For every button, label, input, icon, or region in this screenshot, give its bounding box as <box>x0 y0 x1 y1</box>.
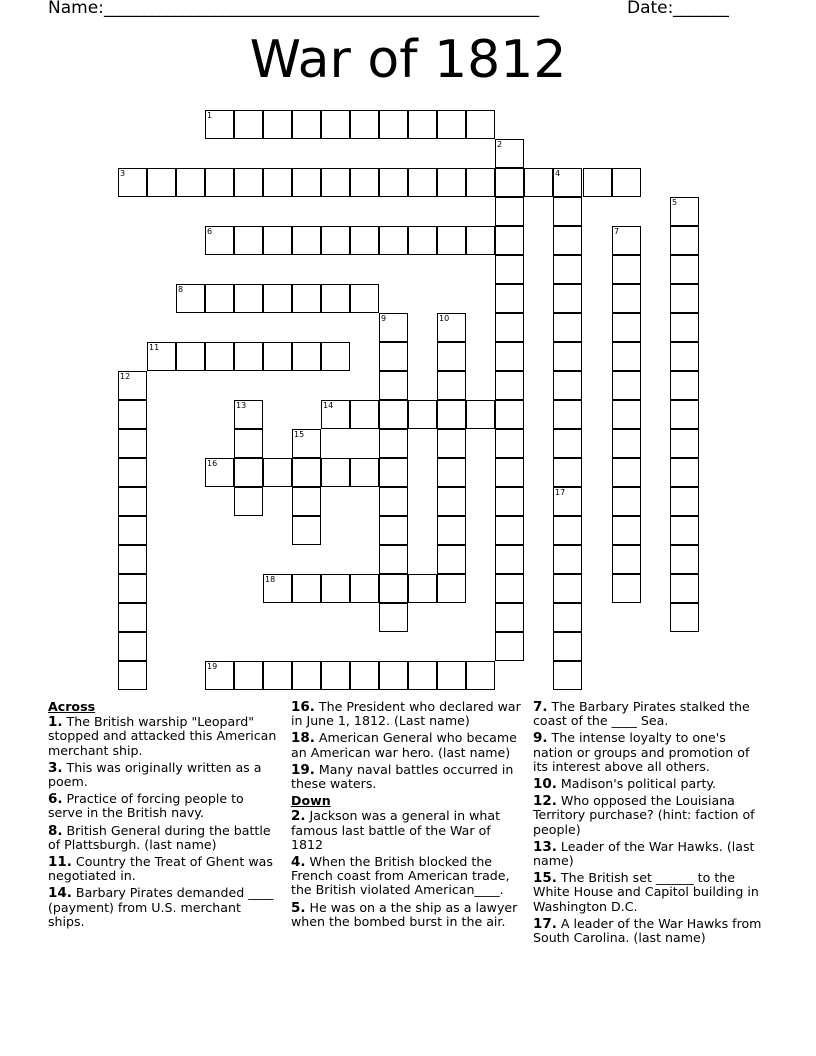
crossword-cell[interactable] <box>495 371 524 400</box>
crossword-cell[interactable] <box>612 226 641 255</box>
clue-number: 6. <box>48 791 63 808</box>
clue-text: Madison's political party. <box>556 776 717 792</box>
crossword-cell[interactable] <box>466 110 495 139</box>
crossword-cell[interactable] <box>408 661 437 690</box>
date-label: Date: <box>627 0 674 18</box>
crossword-cell[interactable] <box>612 371 641 400</box>
clue-number: 8 <box>178 285 184 294</box>
down-clue <box>533 777 768 791</box>
crossword-cell[interactable] <box>321 458 350 487</box>
crossword-cell[interactable] <box>263 226 292 255</box>
crossword-cell[interactable] <box>524 168 553 197</box>
clue-number: 13 <box>236 401 247 410</box>
down-clue <box>533 917 768 945</box>
clue-number: 17. <box>533 915 557 932</box>
crossword-cell[interactable] <box>263 458 292 487</box>
crossword-cell[interactable] <box>176 284 205 313</box>
crossword-cell[interactable] <box>234 458 263 487</box>
crossword-cell[interactable] <box>553 197 582 226</box>
crossword-cell[interactable] <box>553 458 582 487</box>
crossword-cell[interactable] <box>292 429 321 458</box>
crossword-cell[interactable] <box>379 603 408 632</box>
clue-number: 15 <box>294 430 305 439</box>
clues-column-1 <box>48 700 280 932</box>
across-clue <box>291 731 521 759</box>
clue-number: 16 <box>207 459 218 468</box>
clue-text: Practice of forcing people to serve in the British navy. <box>48 791 244 821</box>
crossword-cell[interactable] <box>379 574 408 603</box>
crossword-cell[interactable] <box>263 110 292 139</box>
crossword-cell[interactable] <box>495 255 524 284</box>
clue-number: 16. <box>291 699 315 715</box>
crossword-cell[interactable] <box>263 342 292 371</box>
clue-text: The Barbary Pirates stalked the coast of the ____ Sea. <box>533 699 750 729</box>
clue-number: 1. <box>48 714 63 731</box>
crossword-cell[interactable] <box>553 661 582 690</box>
crossword-cell[interactable] <box>553 400 582 429</box>
crossword-cell[interactable] <box>437 516 466 545</box>
crossword-cell[interactable] <box>379 226 408 255</box>
crossword-cell[interactable] <box>234 429 263 458</box>
clue-number: 17 <box>555 488 566 497</box>
crossword-cell[interactable] <box>670 284 699 313</box>
crossword-cell[interactable] <box>118 168 147 197</box>
crossword-cell[interactable] <box>437 429 466 458</box>
clue-number: 6 <box>207 227 213 236</box>
crossword-cell[interactable] <box>263 168 292 197</box>
crossword-cell[interactable] <box>205 661 234 690</box>
crossword-cell[interactable] <box>379 516 408 545</box>
clue-number: 18. <box>291 730 315 747</box>
crossword-cell[interactable] <box>118 603 147 632</box>
crossword-cell[interactable] <box>118 661 147 690</box>
crossword-cell[interactable] <box>118 458 147 487</box>
clue-number: 4. <box>291 854 306 871</box>
crossword-cell[interactable] <box>495 574 524 603</box>
crossword-cell[interactable] <box>553 226 582 255</box>
crossword-cell[interactable] <box>408 226 437 255</box>
crossword-cell[interactable] <box>437 371 466 400</box>
down-clue <box>533 700 768 728</box>
clue-text: Leader of the War Hawks. (last name) <box>533 838 755 869</box>
crossword-cell[interactable] <box>495 632 524 661</box>
across-clue <box>48 855 280 883</box>
crossword-cell[interactable] <box>176 342 205 371</box>
crossword-cell[interactable] <box>612 545 641 574</box>
crossword-cell[interactable] <box>437 168 466 197</box>
clue-text: British General during the battle of Plattsburgh. (last name) <box>48 822 271 852</box>
crossword-cell[interactable] <box>670 313 699 342</box>
crossword-cell[interactable] <box>553 487 582 516</box>
crossword-cell[interactable] <box>495 429 524 458</box>
crossword-cell[interactable] <box>553 255 582 284</box>
crossword-cell[interactable] <box>495 197 524 226</box>
crossword-cell[interactable] <box>553 168 582 197</box>
clues-column-3 <box>533 700 768 948</box>
crossword-cell[interactable] <box>118 632 147 661</box>
crossword-cell[interactable] <box>495 139 524 168</box>
crossword-cell[interactable] <box>350 458 379 487</box>
clue-number: 5 <box>672 198 678 207</box>
crossword-cell[interactable] <box>350 661 379 690</box>
crossword-cell[interactable] <box>670 255 699 284</box>
crossword-cell[interactable] <box>408 168 437 197</box>
name-label: Name: <box>48 0 104 18</box>
crossword-cell[interactable] <box>350 226 379 255</box>
crossword-cell[interactable] <box>350 284 379 313</box>
clue-text: The President who declared war in June 1, 1812. (Last name) <box>291 699 521 729</box>
clues-column-2 <box>291 700 521 932</box>
crossword-cell[interactable] <box>118 429 147 458</box>
crossword-cell[interactable] <box>612 168 641 197</box>
clue-number: 3 <box>120 169 126 178</box>
clue-text: The British warship "Leopard" stopped and attacked this American merchant ship. <box>48 714 277 758</box>
crossword-cell[interactable] <box>495 516 524 545</box>
crossword-cell[interactable] <box>670 487 699 516</box>
crossword-cell[interactable] <box>234 284 263 313</box>
crossword-cell[interactable] <box>263 284 292 313</box>
crossword-cell[interactable] <box>408 110 437 139</box>
crossword-cell[interactable] <box>612 284 641 313</box>
crossword-cell[interactable] <box>379 429 408 458</box>
crossword-cell[interactable] <box>321 661 350 690</box>
crossword-cell[interactable] <box>205 458 234 487</box>
clue-number: 10. <box>533 776 557 793</box>
crossword-cell[interactable] <box>321 400 350 429</box>
crossword-cell[interactable] <box>612 313 641 342</box>
crossword-cell[interactable] <box>670 226 699 255</box>
clue-text: Barbary Pirates demanded ____ (payment) from U.S. merchant ships. <box>48 885 274 929</box>
crossword-cell[interactable] <box>670 197 699 226</box>
clue-number: 2. <box>291 808 306 825</box>
clue-number: 11. <box>48 854 72 871</box>
clue-number: 10 <box>439 314 450 323</box>
crossword-cell[interactable] <box>234 487 263 516</box>
crossword-cell[interactable] <box>118 574 147 603</box>
crossword-cell[interactable] <box>292 342 321 371</box>
crossword-cell[interactable] <box>495 342 524 371</box>
crossword-cell[interactable] <box>234 168 263 197</box>
crossword-cell[interactable] <box>553 342 582 371</box>
clue-text: A leader of the War Hawks from South Carolina. (last name) <box>533 915 762 946</box>
crossword-cell[interactable] <box>408 574 437 603</box>
crossword-cell[interactable] <box>379 313 408 342</box>
clue-number: 7. <box>533 699 548 715</box>
crossword-cell[interactable] <box>263 574 292 603</box>
crossword-cell[interactable] <box>553 545 582 574</box>
down-clue <box>533 871 768 914</box>
crossword-cell[interactable] <box>437 458 466 487</box>
crossword-cell[interactable] <box>437 226 466 255</box>
crossword-cell[interactable] <box>350 110 379 139</box>
clue-text: This was originally written as a poem. <box>48 759 262 790</box>
crossword-cell[interactable] <box>495 168 524 197</box>
clue-number: 11 <box>149 343 160 352</box>
across-clue <box>48 824 280 852</box>
crossword-cell[interactable] <box>466 400 495 429</box>
crossword-cell[interactable] <box>437 342 466 371</box>
crossword-cell[interactable] <box>437 574 466 603</box>
clue-number: 3. <box>48 759 63 776</box>
crossword-cell[interactable] <box>670 603 699 632</box>
clue-number: 18 <box>265 575 276 584</box>
down-heading: Down <box>291 793 331 809</box>
crossword-cell[interactable] <box>495 603 524 632</box>
crossword-cell[interactable] <box>670 400 699 429</box>
crossword-cell[interactable] <box>379 342 408 371</box>
clue-number: 9 <box>381 314 387 323</box>
clue-number: 8. <box>48 822 63 839</box>
crossword-cell[interactable] <box>437 545 466 574</box>
clue-text: Many naval battles occurred in these waters. <box>291 761 514 792</box>
clue-number: 19 <box>207 662 218 671</box>
clue-number: 14. <box>48 885 72 902</box>
clue-text: The British set ______ to the White House and Capitol building in Washington D.C. <box>533 870 759 914</box>
crossword-cell[interactable] <box>321 342 350 371</box>
crossword-cell[interactable] <box>437 110 466 139</box>
crossword-cell[interactable] <box>292 110 321 139</box>
crossword-cell[interactable] <box>495 545 524 574</box>
crossword-cell[interactable] <box>292 487 321 516</box>
crossword-cell[interactable] <box>495 284 524 313</box>
clue-number: 9. <box>533 730 548 747</box>
crossword-cell[interactable] <box>670 429 699 458</box>
clue-text: He was on a the ship as a lawyer when the bombed burst in the air. <box>291 899 518 929</box>
crossword-cell[interactable] <box>234 661 263 690</box>
crossword-cell[interactable] <box>350 168 379 197</box>
crossword-cell[interactable] <box>263 661 292 690</box>
crossword-cell[interactable] <box>612 342 641 371</box>
crossword-cell[interactable] <box>292 226 321 255</box>
crossword-cell[interactable] <box>234 342 263 371</box>
crossword-cell[interactable] <box>612 458 641 487</box>
crossword-cell[interactable] <box>118 545 147 574</box>
down-clue <box>291 809 521 852</box>
crossword-cell[interactable] <box>612 516 641 545</box>
crossword-cell[interactable] <box>408 400 437 429</box>
crossword-cell[interactable] <box>670 516 699 545</box>
clue-number: 7 <box>614 227 620 236</box>
clue-text: Country the Treat of Ghent was negotiated in. <box>48 854 273 884</box>
crossword-cell[interactable] <box>118 371 147 400</box>
crossword-cell[interactable] <box>553 429 582 458</box>
crossword-cell[interactable] <box>495 487 524 516</box>
clue-number: 19. <box>291 761 315 778</box>
crossword-cell[interactable] <box>205 284 234 313</box>
crossword-cell[interactable] <box>379 545 408 574</box>
crossword-cell[interactable] <box>553 516 582 545</box>
page-title: War of 1812 <box>249 30 567 90</box>
crossword-cell[interactable] <box>118 487 147 516</box>
crossword-cell[interactable] <box>205 342 234 371</box>
crossword-cell[interactable] <box>612 400 641 429</box>
crossword-cell[interactable] <box>234 226 263 255</box>
crossword-cell[interactable] <box>234 110 263 139</box>
crossword-cell[interactable] <box>379 371 408 400</box>
across-clue <box>291 700 521 728</box>
across-clue <box>291 763 521 791</box>
crossword-cell[interactable] <box>553 313 582 342</box>
down-clue <box>533 840 768 868</box>
crossword-cell[interactable] <box>292 516 321 545</box>
crossword-cell[interactable] <box>292 574 321 603</box>
crossword-cell[interactable] <box>350 400 379 429</box>
crossword-cell[interactable] <box>321 168 350 197</box>
crossword-cell[interactable] <box>553 574 582 603</box>
crossword-cell[interactable] <box>205 110 234 139</box>
crossword-cell[interactable] <box>466 661 495 690</box>
crossword-cell[interactable] <box>379 487 408 516</box>
clue-number: 5. <box>291 899 306 916</box>
clue-number: 13. <box>533 838 557 855</box>
crossword-cell[interactable] <box>437 313 466 342</box>
crossword-cell[interactable] <box>379 458 408 487</box>
clue-number: 1 <box>207 111 213 120</box>
crossword-cell[interactable] <box>437 661 466 690</box>
across-heading: Across <box>48 699 96 714</box>
crossword-cell[interactable] <box>147 342 176 371</box>
crossword-cell[interactable] <box>495 458 524 487</box>
crossword-cell[interactable] <box>379 661 408 690</box>
crossword-cell[interactable] <box>612 429 641 458</box>
across-clue <box>48 761 280 789</box>
crossword-cell[interactable] <box>437 487 466 516</box>
crossword-cell[interactable] <box>205 168 234 197</box>
clue-text: Who opposed the Louisiana Territory purchase? (hint: faction of people) <box>533 793 755 837</box>
clue-number: 15. <box>533 870 557 887</box>
clue-number: 14 <box>323 401 334 410</box>
clue-number: 4 <box>555 169 561 178</box>
clue-number: 12. <box>533 793 557 810</box>
crossword-cell[interactable] <box>437 400 466 429</box>
crossword-cell[interactable] <box>118 400 147 429</box>
crossword-cell[interactable] <box>612 255 641 284</box>
crossword-cell[interactable] <box>670 458 699 487</box>
crossword-cell[interactable] <box>292 458 321 487</box>
crossword-cell[interactable] <box>379 110 408 139</box>
down-clue <box>291 855 521 898</box>
crossword-cell[interactable] <box>553 603 582 632</box>
date-line[interactable]: _______ <box>673 0 729 18</box>
crossword-cell[interactable] <box>292 168 321 197</box>
crossword-cell[interactable] <box>176 168 205 197</box>
crossword-cell[interactable] <box>321 226 350 255</box>
clue-text: The intense loyalty to one's nation or groups and promotion of its interest above all others. <box>533 730 750 774</box>
crossword-cell[interactable] <box>292 661 321 690</box>
down-clue <box>291 901 521 929</box>
crossword-cell[interactable] <box>553 284 582 313</box>
crossword-cell[interactable] <box>612 487 641 516</box>
crossword-cell[interactable] <box>670 574 699 603</box>
crossword-cell[interactable] <box>321 284 350 313</box>
crossword-cell[interactable] <box>205 226 234 255</box>
crossword-cell[interactable] <box>495 400 524 429</box>
crossword-cell[interactable] <box>583 168 612 197</box>
clue-text: When the British blocked the French coast from American trade, the British violated American____. <box>291 854 510 898</box>
crossword-cell[interactable] <box>379 400 408 429</box>
across-clue <box>48 792 280 820</box>
down-clue <box>533 794 768 837</box>
crossword-cell[interactable] <box>292 284 321 313</box>
crossword-cell[interactable] <box>670 371 699 400</box>
clue-text: American General who became an American war hero. (last name) <box>291 730 517 760</box>
crossword-cell[interactable] <box>118 516 147 545</box>
across-clue <box>48 715 280 758</box>
clue-number: 2 <box>497 140 503 149</box>
name-line[interactable]: _______________________________________________________ <box>104 0 539 18</box>
crossword-cell[interactable] <box>670 342 699 371</box>
across-clue <box>48 886 280 929</box>
crossword-cell[interactable] <box>495 226 524 255</box>
crossword-cell[interactable] <box>612 574 641 603</box>
crossword-cell[interactable] <box>553 371 582 400</box>
crossword-cell[interactable] <box>147 168 176 197</box>
crossword-cell[interactable] <box>553 632 582 661</box>
crossword-cell[interactable] <box>495 313 524 342</box>
clue-text: Jackson was a general in what famous last battle of the War of 1812 <box>291 808 501 852</box>
clue-number: 12 <box>120 372 131 381</box>
crossword-cell[interactable] <box>321 110 350 139</box>
crossword-cell[interactable] <box>379 168 408 197</box>
crossword-cell[interactable] <box>670 545 699 574</box>
crossword-cell[interactable] <box>466 226 495 255</box>
crossword-cell[interactable] <box>466 168 495 197</box>
crossword-cell[interactable] <box>234 400 263 429</box>
crossword-cell[interactable] <box>321 574 350 603</box>
crossword-cell[interactable] <box>350 574 379 603</box>
down-clue <box>533 731 768 774</box>
